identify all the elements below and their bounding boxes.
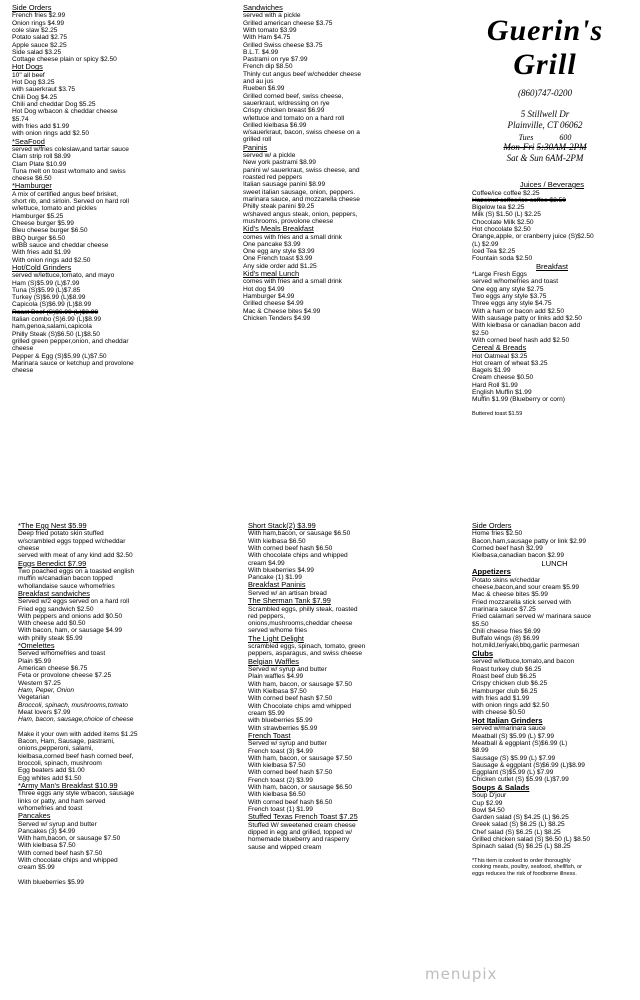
menu-line: Crispy chicken club $6.25 <box>472 680 548 688</box>
menu-line: cheese <box>18 545 40 552</box>
menu-line: Served w/ syrup and butter <box>248 666 327 674</box>
menu-line: with fries add $1.99 <box>12 122 70 130</box>
menu-line: short rib, and sirloin. Served on hard roll <box>12 198 129 206</box>
menu-line: Cheese burger $5.99 <box>12 220 74 228</box>
menu-line: panini w/ sauerkraut, swiss cheese, and <box>243 166 360 174</box>
menu-line: w/shaved angus steak, onion, peppers, <box>243 210 358 218</box>
menu-line: With fries add $1.99 <box>12 249 71 257</box>
menu-line: w/sauerkraut, bacon, swiss cheese on a <box>243 129 360 137</box>
menu-line: English Muffin $1.99 <box>472 389 532 397</box>
menu-line: eggs reduces the risk of foodborne illness. <box>472 870 577 877</box>
menu-line: French toast (1) $1.99 <box>248 805 313 813</box>
menu-line: Fried calamari served w/ marinara sauce <box>472 613 592 621</box>
menu-line <box>472 851 637 858</box>
menu-line: French toast (2) $3.99 <box>248 776 313 784</box>
menu-line: *Large Fresh Eggs <box>472 271 527 279</box>
address-line-2: Plainville, CT 06062 <box>507 120 583 130</box>
menu-line: with blueberries $5.99 <box>248 717 313 725</box>
menu-line: Two poached eggs on a toasted english <box>18 568 135 575</box>
menu-line: with onion rings add $2.50 <box>472 702 549 710</box>
menu-line: Potato salad $2.75 <box>12 34 67 42</box>
menu-line: $5.74 <box>12 115 29 123</box>
menu-line: With ham,bacon, or sausage $6.50 <box>248 530 351 538</box>
menu-line: Stuffed W/ sweetened cream cheese <box>248 821 356 829</box>
menu-line: B.L.T. $4.99 <box>243 48 279 56</box>
menu-line: Bagels $1.99 <box>472 367 511 375</box>
menu-line: With corned beef hash $7.50 <box>248 695 333 703</box>
menu-line: Feta or provolone cheese $7.25 <box>18 672 112 680</box>
menu-line: With tomato $3.99 <box>243 27 297 34</box>
menu-line: served w/home fries <box>248 627 307 635</box>
menu-line: muffin w/canadian bacon topped <box>18 575 113 583</box>
section-heading: Paninis <box>243 142 268 152</box>
menu-line: Hamburger $5.25 <box>12 212 64 220</box>
menu-line: sause and wipped cream <box>248 843 322 851</box>
menu-line: With peppers and onions add $0.50 <box>18 612 123 620</box>
section-heading: Sandwiches <box>243 3 283 12</box>
menu-line: scrambled eggs, spinach, tomato, green <box>248 643 366 651</box>
menu-line: with cheese $0.50 <box>472 709 526 717</box>
menu-column-4 <box>18 522 233 886</box>
menu-line: and au jus <box>243 78 274 86</box>
menu-line: With kielbasa $6.50 <box>248 537 306 545</box>
menu-line: Bacon,ham,sausage patty or link $2.99 <box>472 537 586 545</box>
menu-line: With ham, bacon, or sausage $6.50 <box>248 784 353 792</box>
weekday-time: 5:30AM-2PM <box>536 142 587 152</box>
menu-line: Bleu cheese burger $6.50 <box>12 227 88 235</box>
menu-line: With kielbasa $7.50 <box>18 842 76 850</box>
menu-line: With bacon, ham, or sausage $4.99 <box>18 627 123 635</box>
menu-line: Hot cream of wheat $3.25 <box>472 359 548 367</box>
address-line-1: 5 Stillwell Dr <box>520 109 570 119</box>
menu-line: Bacon, Ham, Sausage, pastrami, <box>18 738 115 746</box>
restaurant-header <box>470 14 620 164</box>
section-heading: Kid's Meals Breakfast <box>243 224 314 234</box>
menu-line: Chef salad (S) $6.25 (L) $8.25 <box>472 828 561 836</box>
menu-line: New york pastrami $8.99 <box>243 159 316 167</box>
menu-line: Marinara sauce or ketchup and provolone <box>12 359 134 367</box>
menu-line: With onion rings add $2.50 <box>12 256 91 264</box>
menu-line: Clam Plate $10.99 <box>12 160 67 168</box>
menu-line: Grilled Swiss cheese $3.75 <box>243 41 323 49</box>
menu-line: Philly Steak (S)$6.50 (L)$8.50 <box>12 330 100 338</box>
menu-line: sauerkraut, w/dressing on rye <box>243 99 330 107</box>
menu-line: Tuna melt on toast w/tomato and swiss <box>12 167 126 175</box>
menu-line: sweet italian sausage, onion, peppers. <box>243 188 356 196</box>
menu-line: dipped in egg and grilled, topped w/ <box>248 828 353 836</box>
handwritten-days: Tues <box>518 133 534 142</box>
menu-line: served w/ a pickle <box>243 152 296 160</box>
menu-line: cheese <box>12 345 34 353</box>
menu-line: French fries $2.99 <box>12 12 66 20</box>
menu-line: Hard Roll $1.99 <box>472 381 518 389</box>
menu-line: w/lettuce and tomato on a hard roll <box>243 114 345 122</box>
menu-line: Chicken cutlet (S) $5.99 (L)$7.99 <box>472 776 569 784</box>
menu-line: served w/fries coleslaw,and tartar sauce <box>12 145 129 153</box>
menu-line: With kielbasa or canadian bacon add <box>472 322 581 330</box>
menu-line: comes with fries and a small drink <box>243 278 342 286</box>
menu-line: onions,mushrooms,cheddar cheese <box>248 620 353 628</box>
menu-line: Potato skins w/cheddar <box>472 576 541 584</box>
section-heading: *Omelettes <box>18 641 55 651</box>
menu-line: With cheese add $0.50 <box>18 620 86 628</box>
menu-line: w/BB sauce and cheddar cheese <box>12 241 109 249</box>
menu-line: with onion rings add $2.50 <box>12 130 89 138</box>
menu-line: grilled green pepper,onion, and cheddar <box>12 337 129 345</box>
menu-line: Make it your own with added items $1.25 <box>18 730 138 738</box>
menu-line: Pepper & Egg (S)$5.99 (L)$7.50 <box>12 352 107 360</box>
menu-line: *This item is cooked to order thoroughly <box>472 857 571 864</box>
menu-line: Capicola (S)$6.99 (L)$8.99 <box>12 301 92 309</box>
section-heading: LUNCH <box>541 558 568 568</box>
menu-line: Western $7.25 <box>18 679 61 687</box>
menu-line: Coffee/ice coffee $2.25 <box>472 189 540 197</box>
menu-line: cream $5.99 <box>18 864 55 872</box>
menu-line: Eggplant (S)$5.99 (L) $7.99 <box>472 769 554 777</box>
menu-line: marinara sauce, and mozzarella cheese <box>243 195 360 203</box>
menu-line: With corned beef hash $7.50 <box>18 849 103 857</box>
menu-line: served with a pickle <box>243 12 301 20</box>
menu-line: Three eggs any style w/bacon, sausage <box>18 790 135 798</box>
menu-line: comes with fries and a small drink <box>243 233 342 241</box>
section-heading: Soups & Salads <box>472 782 530 792</box>
menu-line: Hot Dog $3.25 <box>12 79 55 87</box>
handwritten-time: 600 <box>559 133 572 142</box>
menu-line: Buffalo wings (8) $6.99 <box>472 635 540 643</box>
menu-line: Chicken Tenders $4.99 <box>243 314 311 322</box>
section-heading: The Sherman Tank $7.99 <box>248 596 331 606</box>
menu-line: Fried mozzarella stick served with <box>472 598 571 606</box>
menu-line: Served w/homefries and toast <box>18 650 106 658</box>
menu-line: ham,genoa,salami,capicola <box>12 323 92 331</box>
menu-line: kielbasa,corned beef hash corned beef, <box>18 752 134 760</box>
section-heading: *Army Man's Breakfast $10.99 <box>18 780 118 790</box>
menu-line: Ham, Peper, Onion <box>18 686 75 694</box>
menu-line: Home fries $2.50 <box>472 530 523 538</box>
menu-line: hot,mild,teriyaki,bbq,garlic parmesan <box>472 642 580 650</box>
menu-line: Milk (S) $1.50 (L) $2.25 <box>472 211 541 219</box>
menu-line: served w/marinara sauce <box>472 725 546 733</box>
menu-line: Soup D'jour <box>472 792 507 800</box>
section-heading: Appetizers <box>472 567 511 577</box>
menu-line: Bowl $4.50 <box>472 806 505 814</box>
menu-line: Mac & Cheese bites $4.99 <box>243 307 321 315</box>
menu-line: Hot chocolate $2.50 <box>472 226 531 234</box>
menu-line: Garden salad (S) $4.25 (L) $6.25 <box>472 814 569 822</box>
section-heading: Side Orders <box>472 521 512 530</box>
menu-line: Pastrami on rye $7.99 <box>243 56 308 64</box>
section-heading: *SeaFood <box>12 136 45 146</box>
section-heading: Hot/Cold Grinders <box>12 262 72 272</box>
menu-column-6 <box>472 522 637 877</box>
menu-line: Egg whites add $1.50 <box>18 774 82 782</box>
menu-line: Served w/ syrup and butter <box>18 820 97 828</box>
menu-line: One egg any style $2.75 <box>472 285 544 293</box>
menu-line: $8.99 <box>472 747 489 755</box>
menu-line: red peppers, <box>248 612 286 620</box>
section-heading: Eggs Benedict $7.99 <box>18 558 87 568</box>
menu-line: Chili cheese fries $6.99 <box>472 627 541 635</box>
menu-line: Fountain soda $2.50 <box>472 255 533 263</box>
menu-line: With kielbasa $6.50 <box>248 791 306 799</box>
menu-line: Chocolate Milk $2.50 <box>472 218 534 226</box>
section-heading: Breakfast sandwiches <box>18 588 90 598</box>
menu-line: Chili and cheddar Dog $5.25 <box>12 101 96 109</box>
menu-line: cole slaw $2.25 <box>12 27 58 34</box>
menu-line: grilled roll <box>243 136 272 144</box>
menu-line: w/homefries and toast <box>18 804 83 812</box>
menu-line: with fries add $1.99 <box>472 694 530 702</box>
section-heading: Hot Dogs <box>12 62 43 72</box>
menu-line: Sausage (S) $5.99 (L) $7.99 <box>472 754 556 762</box>
menu-line: (L) $2.99 <box>472 240 499 248</box>
menu-line: Pancake (1) $1.99 <box>248 574 302 582</box>
menu-line: Side salad $3.25 <box>12 48 62 56</box>
menu-line: Orange,apple, or cranberry juice (S)$2.50 <box>472 233 594 241</box>
menu-line: Served w/ an artisan bread <box>248 589 327 597</box>
menu-line: Cottage cheese plain or spicy $2.50 <box>12 56 117 64</box>
menu-line: Roast beef club $6.25 <box>472 672 537 680</box>
menu-line: Crispy chicken breast $6.99 <box>243 107 325 115</box>
menu-line: French toast (3) $4.99 <box>248 747 313 755</box>
menu-line: mushrooms, provolone cheese <box>243 217 334 225</box>
menu-line: Apple sauce $2.25 <box>12 41 67 49</box>
menu-line: Grilled corned beef, swiss cheese, <box>243 92 344 100</box>
menu-line: w/hollandaise sauce w/homefries <box>18 582 115 590</box>
menu-line: with philly steak $5.99 <box>18 634 83 642</box>
menu-line: Hot dog $4.99 <box>243 285 285 293</box>
menu-line: $5.50 <box>472 620 489 628</box>
menu-column-5 <box>248 522 463 851</box>
menu-line: Any side order add $1.25 <box>243 262 317 270</box>
menu-line: With sausage patty or links add $2.50 <box>472 314 582 322</box>
menu-line: French dip $8.50 <box>243 63 293 71</box>
menu-line: marinara sauce $7.25 <box>472 605 536 613</box>
menu-line: With ham, bacon, or sausage $7.50 <box>248 754 353 762</box>
menu-line: Served w/2 eggs served on a hard roll <box>18 598 130 606</box>
section-heading: Short Stack(2) $3.99 <box>248 521 316 530</box>
menu-line: Clam strip roll $8.99 <box>12 153 71 161</box>
menu-line: Egg beaters add $1.00 <box>18 767 85 775</box>
menu-line: links or patty, and ham served <box>18 797 106 805</box>
menu-line: Broccoli, spinach, mushrooms,tomato <box>18 701 128 709</box>
menu-line: onions,pepperoni, salami, <box>18 745 94 753</box>
menu-line: With chocolate chips and whipped <box>248 552 348 560</box>
section-heading: Belgian Waffles <box>248 656 299 666</box>
menu-column-2 <box>243 4 458 322</box>
menu-line: Italian sausage panini $8.99 <box>243 181 326 189</box>
menu-line: With a ham or bacon add $2.50 <box>472 307 565 315</box>
menu-line: Onion rings $4.99 <box>12 19 65 27</box>
handwritten-note <box>470 133 620 142</box>
menu-line: Grilled kielbasa $6.99 <box>243 121 307 129</box>
menu-line: $2.50 <box>472 329 489 337</box>
watermark: menupix <box>425 965 498 983</box>
menu-line: Iced Tea $2.25 <box>472 247 516 255</box>
menu-line: Muffin $1.99 (Blueberry or corn) <box>472 396 565 404</box>
menu-line: Roast Beef (S)$6.99 (L)$8.99 <box>12 308 99 316</box>
menu-line: Philly steak panini $9.25 <box>243 203 315 211</box>
weekday-days: Mon-Fri <box>503 142 535 152</box>
menu-line: Hamburger club $6.25 <box>472 687 538 695</box>
menu-line: cooking meats, poultry, seafood, shellfish, or <box>472 864 582 871</box>
menu-line: Hot Oatmeal $3.25 <box>472 352 528 360</box>
menu-line: Fried egg sandwich $2.50 <box>18 605 94 613</box>
menu-line: peppers, asparagus, and swiss cheese <box>248 650 362 658</box>
menu-line: served with meat of any kind add $2.50 <box>18 552 133 560</box>
menu-line: Grilled american cheese $3.75 <box>243 19 333 27</box>
menu-line: With corned beef hash $6.50 <box>248 545 333 552</box>
menu-line: With corned beef hash $6.50 <box>248 798 333 806</box>
menu-line: One pancake $3.99 <box>243 240 301 248</box>
menu-line: With kielbasa $7.50 <box>248 762 306 770</box>
section-heading: Cereal & Breads <box>472 343 527 353</box>
section-heading: *The Egg Nest $5.99 <box>18 521 87 530</box>
menu-line: cream $4.99 <box>248 559 285 567</box>
menu-line: Kielbasa,canadian bacon $2.99 <box>472 552 565 560</box>
menu-line <box>18 723 233 730</box>
menu-line: With corned beef hash add $2.50 <box>472 336 570 344</box>
menu-line: Buttered toast $1.59 <box>472 410 523 417</box>
menu-line: Plain waffles $4.99 <box>248 673 304 681</box>
phone-number: (860)747-0200 <box>518 88 572 98</box>
menu-line: With strawberries $5.99 <box>248 724 318 732</box>
menu-line: Italian combo (S)6.99 (L)$8.99 <box>12 316 102 324</box>
restaurant-name-2: Grill <box>513 48 577 81</box>
menu-line: Two eggs any style $3.75 <box>472 293 547 301</box>
menu-line: With ham,bacon, or sausage $7.50 <box>18 835 121 843</box>
section-heading: Pancakes <box>18 811 51 821</box>
menu-line: Turkey (S)$6.99 (L)$8.99 <box>12 294 86 302</box>
menu-line: Grilled chicken salad (S) $6.50 (L) $8.50 <box>472 836 591 844</box>
menu-line: 10" all beef <box>12 71 45 79</box>
menu-line: With chocolate chips and whipped <box>18 857 118 865</box>
menu-line: Ham, bacon, sausage,choice of cheese <box>18 716 134 724</box>
menu-line: roasted red peppers <box>243 174 303 182</box>
section-heading: French Toast <box>248 730 291 740</box>
menu-line: Rueben $6.99 <box>243 85 285 93</box>
menu-line: Greek salad (S) $6.25 (L) $8.25 <box>472 821 565 829</box>
menu-line: Meatball (S) $5.99 (L) $7.99 <box>472 732 555 740</box>
menu-line: Plain $5.99 <box>18 657 51 665</box>
menu-line: With blueberries $4.99 <box>248 566 314 574</box>
menu-line: With ham, bacon, or sausage $7.50 <box>248 680 353 688</box>
menu-line: BBQ burger $6.50 <box>12 234 66 242</box>
menu-column-1 <box>12 4 237 374</box>
menu-line: American cheese $6.75 <box>18 665 88 673</box>
menu-line: w/scrambled eggs topped w/cheddar <box>18 537 126 545</box>
menu-line: broccoli, spinach, mushroom <box>18 759 102 767</box>
weekend-hours: Sat & Sun 6AM-2PM <box>506 153 584 163</box>
menu-line: Sausage & eggplant (S)$6.99 (L)$8.99 <box>472 761 585 769</box>
menu-line: Vegetarian <box>18 694 50 702</box>
menu-line <box>472 404 632 411</box>
menu-line: Corned beef hash $2.99 <box>472 545 543 552</box>
menu-line: One French toast $3.99 <box>243 255 313 263</box>
menu-column-3 <box>472 181 632 417</box>
section-heading: The Light Delight <box>248 633 304 643</box>
menu-line: w/lettuce, tomato and pickles <box>12 205 97 213</box>
menu-line <box>18 872 233 879</box>
menu-line: Grilled cheese $4.99 <box>243 300 304 308</box>
menu-line: Thinly cut angus beef w/chedder cheese <box>243 70 362 78</box>
menu-line: cheese,bacon,and sour cream $5.99 <box>472 584 580 592</box>
section-heading: Clubs <box>472 648 494 658</box>
menu-line: Hamburger $4.99 <box>243 293 295 301</box>
restaurant-name: Guerin's <box>486 14 604 47</box>
menu-line: Roast turkey club $6.25 <box>472 665 542 673</box>
section-heading: Hot Italian Grinders <box>472 715 543 725</box>
section-heading: Stuffed Texas French Toast $7.25 <box>248 812 358 822</box>
menu-line: With Chocolate chips amd whipped <box>248 702 351 710</box>
section-heading: Breakfast <box>535 261 569 271</box>
menu-line: served w/lettuce,tomato, and mayo <box>12 272 115 280</box>
menu-line: Hot Dog w/bacon & cheddar cheese <box>12 108 118 116</box>
menu-line: Pancakes (3) $4.99 <box>18 827 76 835</box>
menu-line: Cup $2.99 <box>472 799 503 807</box>
menu-line: Served w/ syrup and butter <box>248 740 327 748</box>
menu-line: With Ham $4.75 <box>243 34 291 42</box>
menu-line: Ham (S)$5.99 (L)$7.99 <box>12 279 80 287</box>
menu-line: A mix of certified angus beef brisket, <box>12 190 118 198</box>
menu-line: homemade blueberry and rasperry <box>248 836 350 844</box>
menu-line: Spinach salad (S) $6.25 (L) $8.25 <box>472 843 571 851</box>
menu-line: cheese $6.50 <box>12 175 52 183</box>
menu-line: Cream cheese $0.50 <box>472 374 534 382</box>
menu-line: Mac & cheese bites $5.99 <box>472 591 548 599</box>
menu-line: With Kielbasa $7.50 <box>248 688 307 696</box>
menu-line: Hazelnut coffee/ice coffee $2.50 <box>472 196 566 204</box>
menu-line: With blueberries $5.99 <box>18 878 84 886</box>
menu-line: served w/lettuce,tomato,and bacon <box>472 658 575 666</box>
section-heading: Breakfast Paninis <box>248 580 306 590</box>
section-heading: Juices / Beverages <box>519 180 585 189</box>
menu-line: Meat lovers $7.99 <box>18 708 71 716</box>
menu-line: with sauerkraut $3.75 <box>12 86 76 94</box>
menu-line: Three eggs any style $4.75 <box>472 300 552 308</box>
menu-line: Bigelow tea $2.25 <box>472 204 525 212</box>
section-heading: *Hamburger <box>12 181 52 191</box>
menu-line: Meatball & eggplant (S)$6.99 (L) <box>472 739 568 747</box>
menu-line: Scrambled eggs, philly steak, roasted <box>248 605 358 613</box>
section-heading: Side Orders <box>12 3 52 12</box>
weekday-hours <box>470 142 620 153</box>
menu-line: Tuna (S)$5.99 (L)$7.85 <box>12 286 81 294</box>
section-heading: Kid's meal Lunch <box>243 269 300 279</box>
menu-line: served w/homefries and toast <box>472 278 559 286</box>
menu-line: cream $5.99 <box>248 709 285 717</box>
menu-line: Chili Dog $4.25 <box>12 93 58 101</box>
menu-line: One egg any style $3.99 <box>243 248 315 256</box>
menu-line: With corned beef hash $7.50 <box>248 769 333 777</box>
menu-line: cheese <box>12 367 34 375</box>
menu-line: Deep fried potato skin stuffed <box>18 530 104 538</box>
